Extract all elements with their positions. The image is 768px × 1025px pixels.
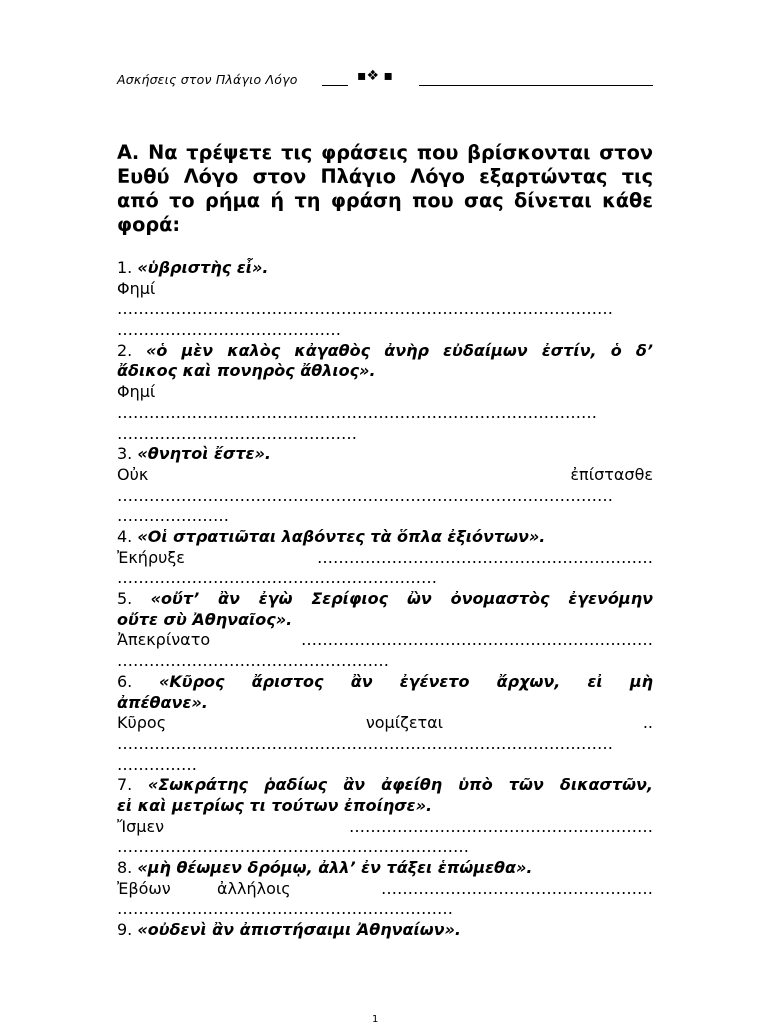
exercise-8-verb	[117, 879, 653, 900]
exercise-number: 2.	[117, 340, 133, 360]
verb-text: Ἐκήρυξε	[117, 547, 185, 567]
sentence-text: «οὐδενὶ ἂν ἀπιστήσαιμι Ἀθηναίων».	[137, 920, 461, 940]
answer-line: ……………	[117, 754, 197, 774]
exercise-list	[117, 258, 653, 941]
answer-line: …………………	[117, 506, 229, 526]
exercise-3-verb	[117, 465, 653, 486]
sentence-text: ἄδικος καὶ πονηρὸς ἄθλιος».	[117, 361, 376, 381]
answer-line: …………………………………………………………………………………	[117, 733, 613, 753]
sentence-text: «οὔτ’ ἂν ἐγὼ Σερίφιος ὢν ὀνομαστὸς ἐγενόμην	[150, 589, 653, 609]
exercise-number: 7.	[117, 775, 133, 795]
verb-text-right: ἐπίστασθε	[570, 464, 653, 484]
answer-line: ……………………………………………	[381, 878, 653, 898]
exercise-3-sentence	[117, 444, 653, 465]
sentence-text: εἰ καὶ μετρίως τι τούτων ἐποίησε».	[117, 795, 433, 815]
exercise-7-verb	[117, 817, 653, 838]
exercise-number: 5.	[117, 589, 133, 609]
sentence-text: «Σωκράτης ῥαδίως ἂν ἀφείθη ὑπὸ τῶν δικαστῶν,	[147, 775, 653, 795]
verb-text-mid: νομίζεται	[365, 713, 444, 733]
exercise-7-sentence	[117, 775, 653, 796]
verb-text: Οὐκ	[117, 464, 149, 484]
exercise-number: 1.	[117, 258, 133, 277]
header-ornament-icon: ▪❖ ▪	[357, 68, 393, 84]
exercise-5-sentence	[117, 589, 653, 610]
answer-line: ……………………………………………	[117, 651, 389, 671]
header-rule-short	[322, 85, 348, 86]
answer-line: ……………………………………	[117, 320, 341, 340]
exercise-1-verb: Φημί	[117, 278, 156, 298]
sentence-text: ἀπέθανε».	[117, 692, 208, 712]
verb-text-right: ..	[642, 713, 653, 733]
answer-line: ……………………………………………………	[117, 568, 437, 588]
exercise-5-verb	[117, 630, 653, 651]
sentence-text: «ὁ μὲν καλὸς κἀγαθὸς ἀνὴρ εὐδαίμων ἐστίν, ὁ δ’	[145, 340, 653, 360]
answer-line: ………………………………………	[117, 423, 357, 443]
exercise-number: 4.	[117, 526, 133, 546]
page-number: 1	[372, 1014, 379, 1025]
answer-line: ………………………………………………………	[317, 547, 653, 567]
exercise-9-sentence	[117, 920, 653, 941]
answer-line: …………………………………………………………………………………	[117, 485, 613, 505]
header-rule-long	[419, 85, 653, 86]
exercise-2-sentence	[117, 341, 653, 362]
exercise-6-sentence	[117, 672, 653, 693]
exercise-1-sentence	[117, 258, 653, 279]
exercise-8-sentence	[117, 858, 653, 879]
sentence-text: «Κῦρος ἄριστος ἂν ἐγένετο ἄρχων, εἰ μὴ	[158, 671, 653, 691]
verb-text-mid: ἀλλήλοις	[217, 878, 291, 898]
answer-line: ………………………………………………………	[117, 899, 453, 919]
answer-line: …………………………………………………………	[301, 630, 653, 650]
sentence-text: «ὑβριστὴς εἶ».	[137, 258, 269, 277]
verb-text: Ἐβόων	[117, 878, 171, 898]
answer-line: …………………………………………………………	[117, 837, 469, 857]
sentence-text: «Οἱ στρατιῶται λαβόντες τὰ ὅπλα ἐξιόντων».	[137, 526, 546, 546]
verb-text: Ἴσμεν	[117, 816, 165, 836]
exercise-number: 6.	[117, 671, 133, 691]
answer-line: …………………………………………………	[349, 816, 653, 836]
exercise-number: 8.	[117, 858, 133, 878]
sentence-text: οὔτε σὺ Ἀθηναῖος».	[117, 609, 293, 629]
sentence-text: «μὴ θέωμεν δρόμῳ, ἀλλ’ ἐν τάξει ἑπώμεθα».	[137, 858, 533, 878]
page-header	[117, 68, 653, 88]
exercise-2-verb: Φημί	[117, 382, 156, 402]
verb-text: Κῦρος	[117, 713, 167, 733]
answer-line: ………………………………………………………………………………	[117, 402, 597, 422]
header-title: Ασκήσεις στον Πλάγιο Λόγο	[117, 72, 298, 87]
answer-line: …………………………………………………………………………………	[117, 299, 613, 319]
verb-text: Ἀπεκρίνατο	[117, 630, 211, 650]
exercise-4-sentence	[117, 527, 653, 548]
exercise-6-verb	[117, 713, 653, 734]
exercise-number: 3.	[117, 444, 133, 464]
exercise-heading: Α. Να τρέψετε τις φράσεις που βρίσκονται στον Ευθύ Λόγο στον Πλάγιο Λόγο εξαρτώντας τις από το ρήμα ή τη φράση που σας δίνεται κάθε φορά:	[117, 141, 653, 236]
sentence-text: «θνητοὶ ἔστε».	[137, 444, 272, 464]
exercise-number: 9.	[117, 920, 133, 940]
exercise-4-verb	[117, 548, 653, 569]
